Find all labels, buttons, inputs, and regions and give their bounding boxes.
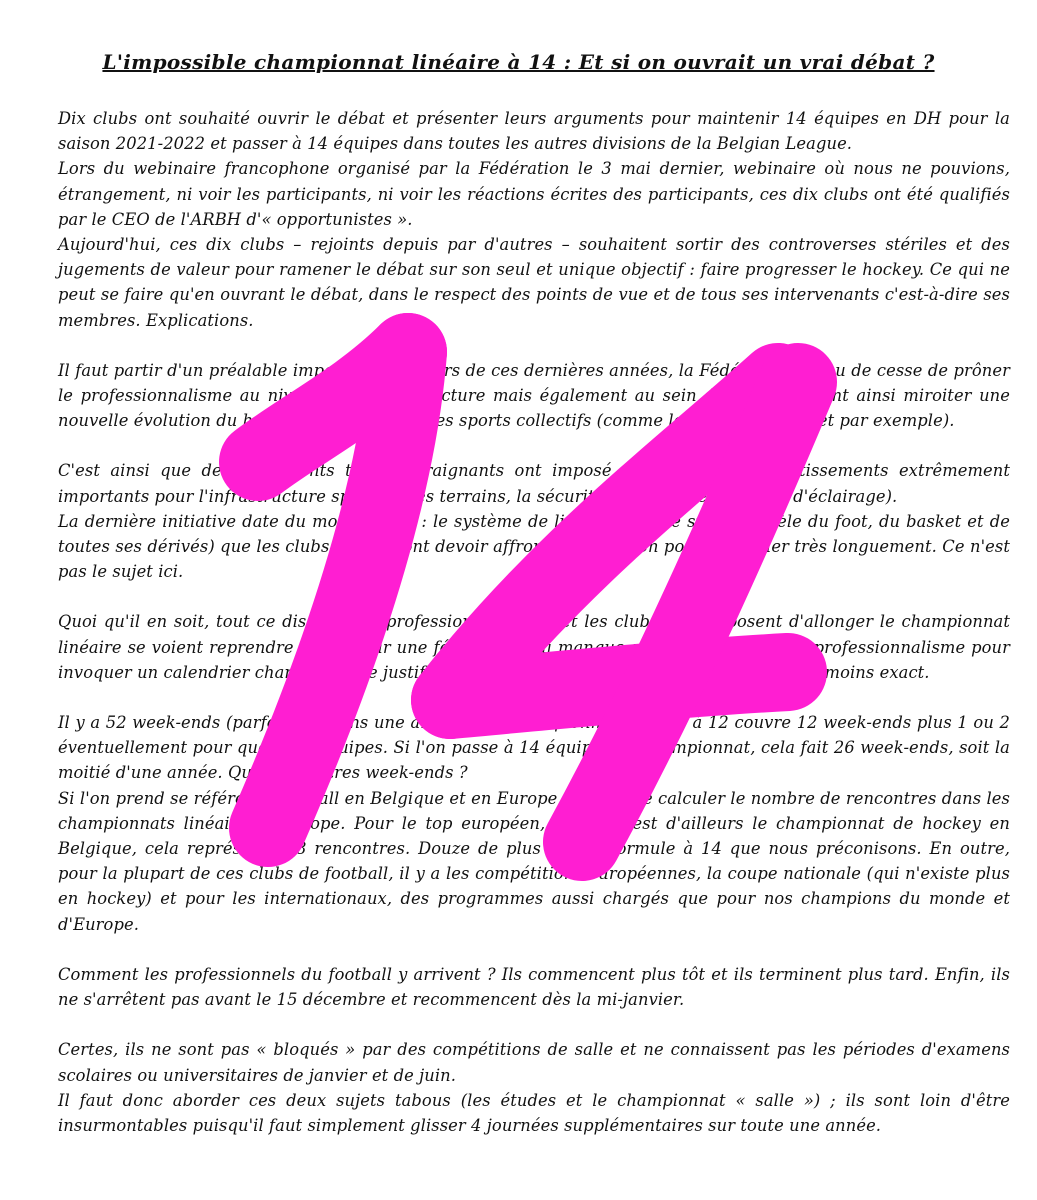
paragraph: Certes, ils ne sont pas « bloqués » par des compétitions de salle et ne connaissent pas les périodes d'examens scolaires ou universitaires de janvier et de juin. Il faut donc aborder ces deux sujets tabous (les études et le championnat « salle ») ; ils sont loin d'être insurmontables puisqu'il faut simplement glisser 4 journées supplémentaires sur toute une année.: [58, 1040, 1010, 1135]
paragraph: Dix clubs ont souhaité ouvrir le débat et présenter leurs arguments pour maintenir 14 équipes en DH pour la saison 2021-2022 et passer à 14 équipes dans toutes les autres divisions de la Belgian League. Lors du webinaire francophone organisé par la Fédération le 3 mai dernier, webinaire où nous ne pouvions, étrangement, ni voir les participants, ni voir les réactions écrites des participants, ces dix clubs ont été qualifiés par le CEO de l'ARBH d'« opportunistes ». Aujourd'hui, ces dix clubs – rejoints depuis par d'autres – souhaitent sortir des controverses stériles et des jugements de valeur pour ramener le débat sur son seul et unique objectif : faire progresser le hockey. Ce qui ne peut se faire qu'en ouvrant le débat, dans le respect des points de vue et de tous ses intervenants c'est-à-dire ses membres. Explications.: [58, 109, 1010, 330]
paragraph: Comment les professionnels du football y arrivent ? Ils commencent plus tôt et ils terminent plus tard. Enfin, ils ne s'arrêtent pas avant le 15 décembre et recommencent dès la mi-janvier.: [58, 964, 1010, 1010]
paragraph: C'est ainsi que des règlements très contraignants ont imposé aux clubs des investissements extrêmement importants pour l'infrastructure sportive (les terrains, la sécurité ou encore en matière d'éclairage). La dernière initiative date du mois de juin : le système de licence (calqué sur le modèle du foot, du basket et de toutes ses dérivés) que les clubs de DH vont devoir affronter et dont on pourrait parler très longuement. Ce n'est pas le sujet ici.: [58, 461, 1010, 582]
paragraph: Il faut partir d'un préalable important. Au cours de ces dernières années, la Fédération n'a eu de cesse de prôner le professionnalisme au niveau de l'infrastructure mais également au sein des clubs faisant ainsi miroiter une nouvelle évolution du hockey à l'instar d'autres sports collectifs (comme le football et basket par exemple).: [58, 360, 1010, 431]
paragraph: Quoi qu'il en soit, tout ce discours de professionnalisation et les clubs qui proposent d'allonger le championnat linéaire se voient reprendre encore par une fédération qui manque singulièrement de ce professionnalisme pour invoquer un calendrier chargé comme justification au refus d'ouvrir le débat. Or, rien n'est moins exact.: [58, 612, 1010, 682]
document-title: L'impossible championnat linéaire à 14 : Et si on ouvrait un vrai débat ?: [102, 50, 935, 74]
paragraph: Il y a 52 week-ends (parfois 53) dans une année et le championnat linéaire à 12 couvre 12 week-ends plus 1 ou 2 éventuellement pour quelques équipes. Si l'on passe à 14 équipes en championnat, cela fait 26 week-ends, soit la moitié d'une année. Quid des autres week-ends ? Si l'on prend se référe au football en Belgique et en Europe, il suffit de calculer le nombre de rencontres dans les championnats linéaires d'Europe. Pour le top européen, comme l'est d'ailleurs le championnat de hockey en Belgique, cela représente 38 rencontres. Douze de plus que la formule à 14 que nous préconisons. En outre, pour la plupart de ces clubs de football, il y a les compétitions européennes, la coupe nationale (qui n'existe plus en hockey) et pour les internationaux, des programmes aussi chargés que pour nos champions du monde et d'Europe.: [58, 713, 1010, 934]
document-body: [58, 106, 1010, 1163]
